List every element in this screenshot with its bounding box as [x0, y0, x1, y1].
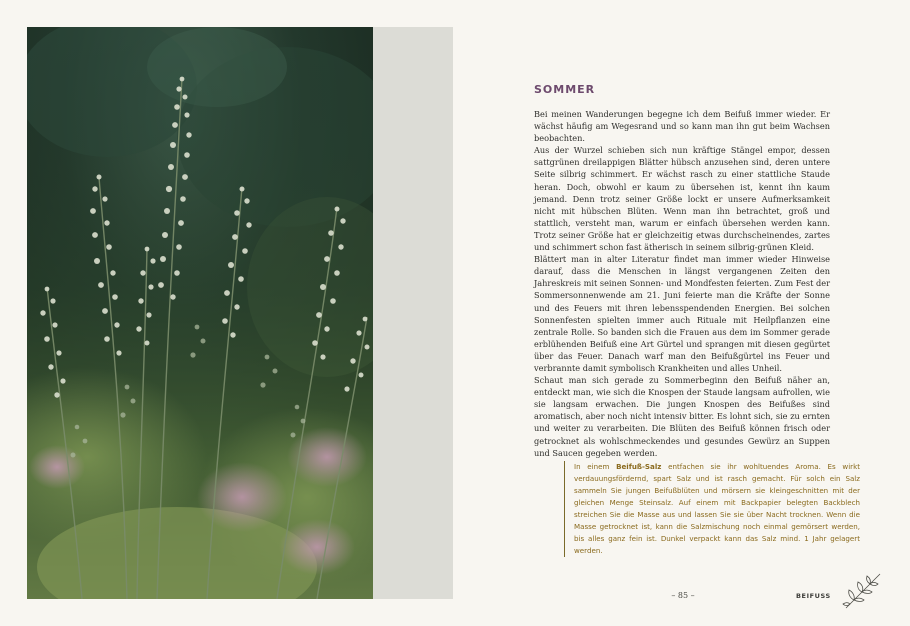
mugwort-photo [27, 27, 373, 599]
tip-highlight: Beifuß-Salz [616, 462, 662, 471]
section-title: SOMMER [534, 83, 596, 96]
paragraph: Schaut man sich gerade zu Sommerbeginn den Beifuß näher an, entdeckt man, wie sich die Knospen der Staude langsam aufrollen, wie sie langsam erwachen. Die jungen Knospen des Beifußes sind aromatisch, aber noch nicht intensiv bitter. Es lohnt sich, sie zu ernten und weiter zu verarbeiten. Die Blüten des Beifuß können frisch oder getrocknet als wohlschmeckendes und gesundes Gewürz an Suppen und Saucen gegeben werden. [534, 375, 830, 458]
page-number: – 85 – [671, 591, 695, 600]
mugwort-sprig-icon [840, 568, 886, 614]
paragraph: Bei meinen Wanderungen begegne ich dem Beifuß immer wieder. Er wächst häufig am Wegesrand und so kann man ihn gut beim Wachsen beobachten. [534, 109, 830, 144]
paragraph: Aus der Wurzel schieben sich nun kräftige Stängel empor, dessen sattgrünen dreilappigen Blätter hübsch anzusehen sind, deren untere Seite silbrig schimmert. Er wächst rasch zu einer stattliche Staude heran. Doch, obwohl er kaum zu übersehen ist, kennt ihn kaum jemand. Denn trotz seiner Größe lockt er unsere Aufmerksamkeit nicht mit hübschen Blüten. Wenn man ihn betrachtet, groß und stattlich, versteht man, warum er einfach übersehen werden kann. Trotz seiner Größe hat er gleichzeitig etwas durchscheinendes, zartes und schimmert schon fast ätherisch in seinem silbrig-grünen Kleid. [534, 145, 830, 253]
tip-lead: In einem [574, 462, 617, 471]
tip-text: entfachen sie ihr wohltuendes Aroma. Es wirkt verdauungsfördernd, spart Salz und ist rasch gemacht. Für solch ein Salz sammeln Sie jungen Beifußblüten und mörsern sie kleingeschnitten mit der gleichen Menge Steinsalz. Auf einem mit Backpapier belegten Backblech streichen Sie die Masse aus und lassen Sie sie über Nacht trocknen. Wenn die Masse getrocknet ist, kann die Salzmischung noch einmal gemörsert werden, bis alles ganz fein ist. Dunkel verpackt kann das Salz mind. 1 Jahr gelagert werden. [574, 462, 860, 555]
paragraph: Blättert man in alter Literatur findet man immer wieder Hinweise darauf, dass die Menschen in längst vergangenen Zeiten den Jahreskreis mit seinen Sonnen- und Mondfesten feierten. Zum Fest der Sommersonnenwende am 21. Juni feierte man die Kräfte der Sonne und des Feuers mit ihren lebensspendenden Energien. Bei solchen Sonnenfesten spielten immer auch Rituale mit Heilpflanzen eine zentrale Rolle. So banden sich die Frauen aus dem im Sommer gerade erblühenden Beifuß eine Art Gürtel und sprangen mit diesen gegürtet über das Feuer. Danach warf man den Beifußgürtel ins Feuer und verbrannte damit symbolisch Krankheiten und alles Unheil. [534, 254, 830, 373]
recipe-tip-box [564, 461, 860, 557]
body-text [534, 108, 830, 459]
running-head: BEIFUSS [796, 592, 831, 600]
page-gutter-band [373, 27, 453, 599]
mugwort-photo-illustration [27, 27, 373, 599]
